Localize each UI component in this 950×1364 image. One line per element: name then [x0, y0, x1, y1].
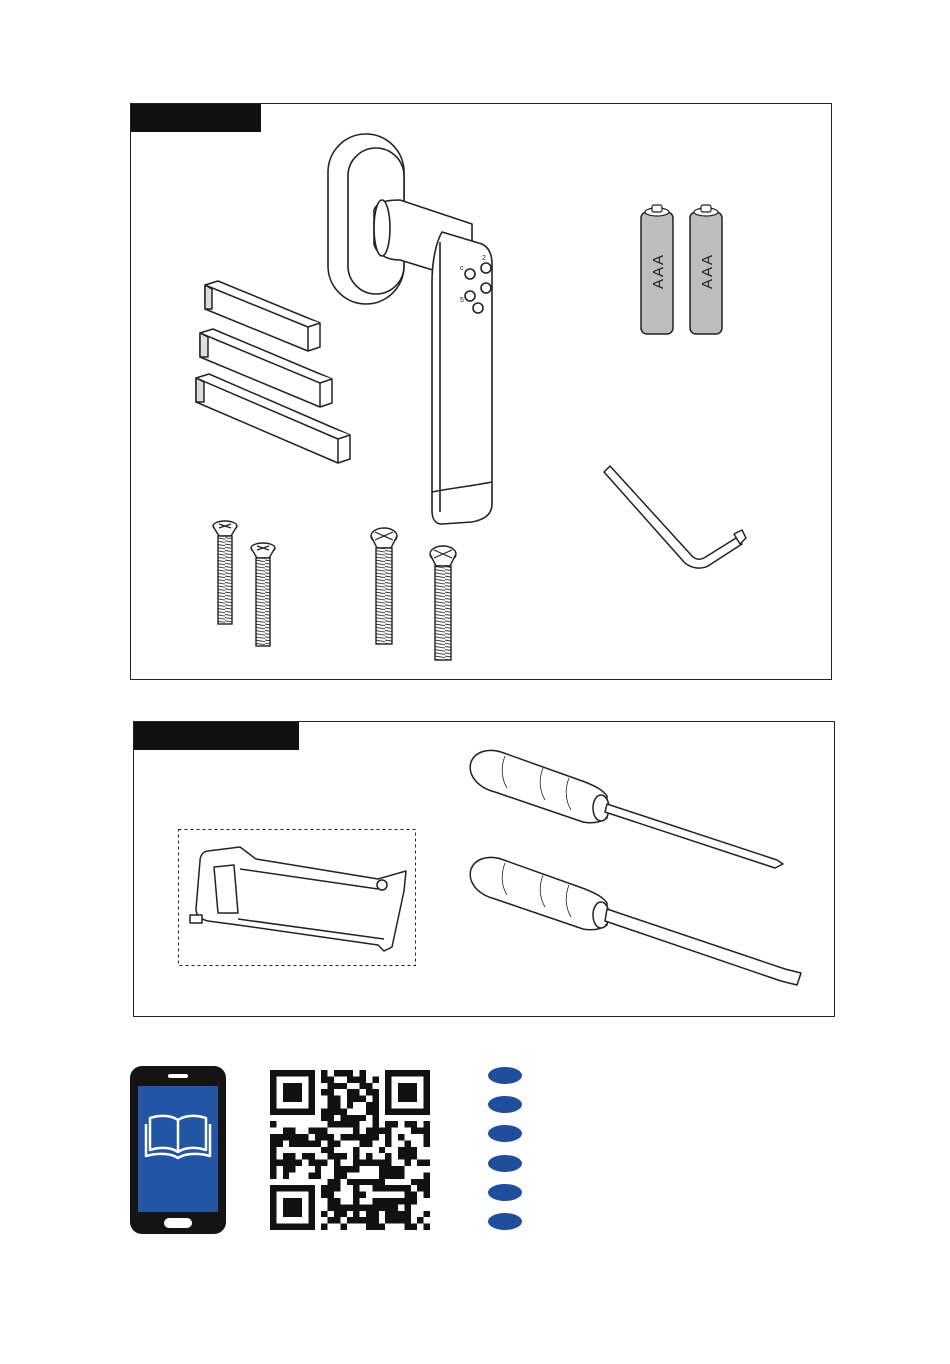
- smartphone-manual-icon[interactable]: [130, 1066, 226, 1234]
- svg-text:2: 2: [482, 255, 486, 262]
- allen-key-icon: [600, 462, 750, 572]
- svg-text:5: 5: [460, 297, 464, 304]
- language-dot[interactable]: [488, 1184, 522, 1201]
- package-contents-tab: [131, 104, 261, 132]
- language-dot[interactable]: [488, 1155, 522, 1172]
- battery-label: AAA: [650, 252, 667, 289]
- svg-text:c: c: [460, 265, 464, 272]
- flat-screwdriver-icon: [465, 855, 810, 991]
- language-list: [488, 1067, 528, 1237]
- language-dot[interactable]: [488, 1213, 522, 1230]
- hacksaw-icon: [178, 829, 416, 966]
- required-tools-tab: [134, 722, 299, 750]
- window-handle-icon: [322, 132, 502, 527]
- aaa-batteries: [638, 204, 722, 338]
- language-dot[interactable]: [488, 1096, 522, 1113]
- battery-label: AAA: [699, 252, 716, 289]
- language-dot[interactable]: [488, 1067, 522, 1084]
- language-dot[interactable]: [488, 1125, 522, 1142]
- qr-code[interactable]: [270, 1070, 430, 1230]
- screws-icon: [205, 518, 475, 668]
